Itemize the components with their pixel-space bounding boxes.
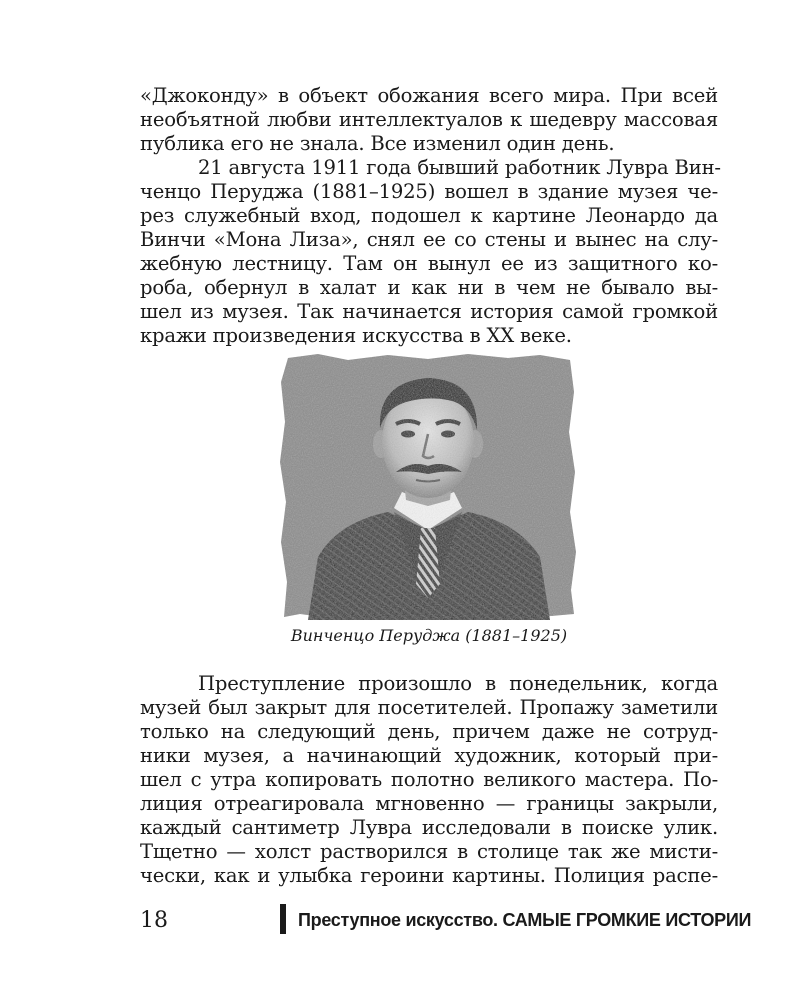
paragraph-line: кражи произведения искусства в XX веке. [140,324,572,347]
paragraph-line: шел с утра копировать полотно великого мастера. По- [140,768,718,791]
running-title: Преступное искусство. САМЫЕ ГРОМКИЕ ИСТОРИИ [298,910,752,930]
paragraph-line: каждый сантиметр Лувра исследовали в поиске улик. [140,816,718,839]
paragraph-line: «Джоконду» в объект обожания всего мира. При всей [140,84,718,107]
paragraph-line: 21 августа 1911 года бывший работник Лувра Вин- [198,156,721,179]
paragraph-line: Винчи «Мона Лиза», снял ее со стены и вынес на слу- [140,228,718,251]
paragraph-line: ченцо Перуджа (1881–1925) вошел в здание музея че- [140,180,718,203]
page-number: 18 [140,908,168,933]
paragraph-line: жебную лестницу. Там он вынул ее из защитного ко- [140,252,718,275]
footer-divider-bar [280,904,286,934]
portrait-photo [278,352,578,620]
paragraph-line: роба, обернул в халат и как ни в чем не бывало вы- [140,276,718,299]
paragraph-line: необъятной любви интеллектуалов к шедевру массовая [140,108,718,131]
paragraph-line: рез служебный вход, подошел к картине Леонардо да [140,204,718,227]
paragraph-line: чески, как и улыбка героини картины. Полиция распе- [140,864,718,887]
paragraph-line: ники музея, а начинающий художник, который при- [140,744,718,767]
paragraph-line: Тщетно — холст растворился в столице так же мисти- [140,840,718,863]
paragraph-line: только на следующий день, причем даже не сотруд- [140,720,718,743]
paragraph-line: Преступление произошло в понедельник, когда [198,672,718,695]
paragraph-line: музей был закрыт для посетителей. Пропажу заметили [140,696,718,719]
photo-caption: Винченцо Перуджа (1881–1925) [290,626,568,645]
paragraph-line: лиция отреагировала мгновенно — границы закрыли, [140,792,718,815]
paragraph-line: шел из музея. Так начинается история самой громкой [140,300,718,323]
paragraph-line: публика его не знала. Все изменил один день. [140,132,615,155]
